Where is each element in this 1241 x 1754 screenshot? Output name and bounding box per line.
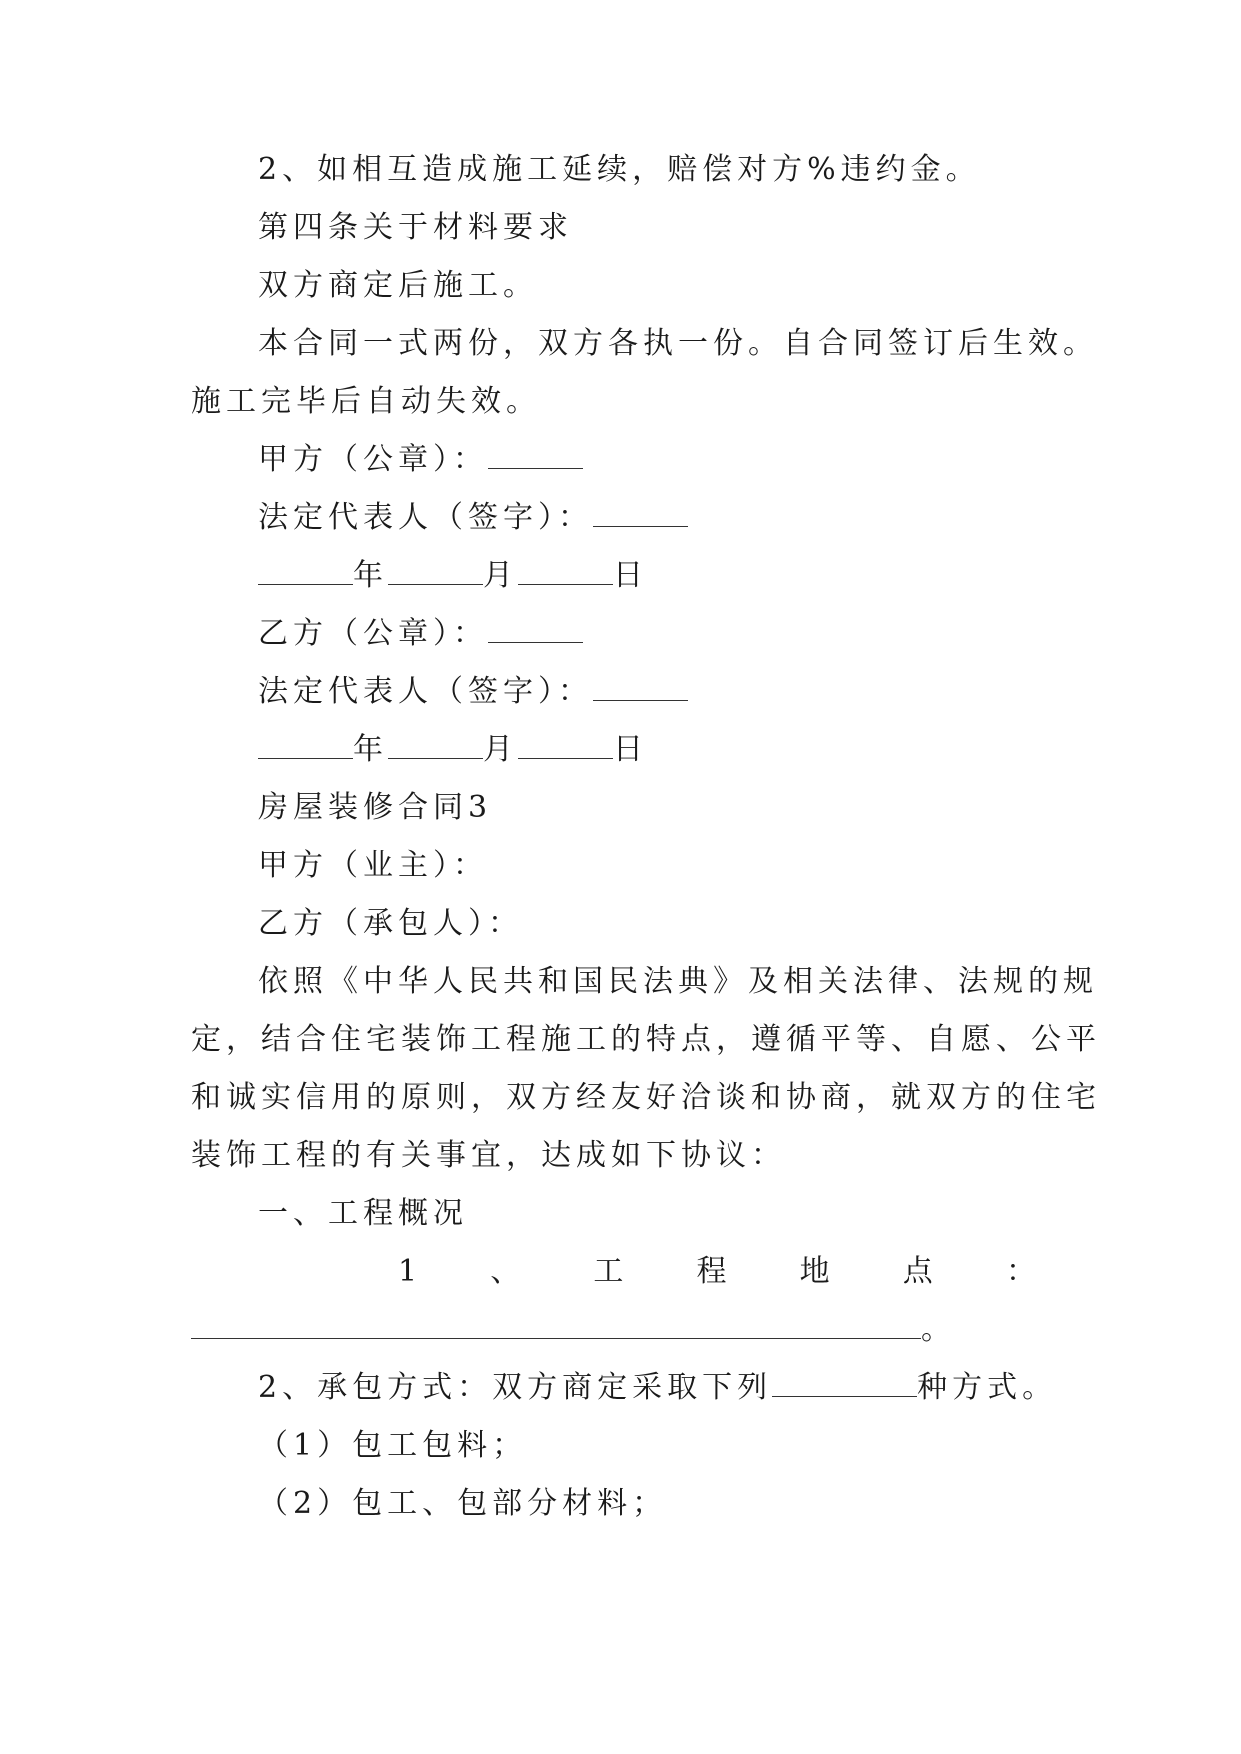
party-b-date-line xyxy=(258,730,648,770)
party-a-seal-label: 甲方（公章）： xyxy=(258,442,488,477)
party-a-owner-line: 甲方（业主）： xyxy=(258,848,488,883)
preamble-line-2: 定，结合住宅装饰工程施工的特点，遵循平等、自愿、公平 xyxy=(191,1022,1101,1057)
day-label: 日 xyxy=(613,732,648,767)
contract-3-title: 房屋装修合同3 xyxy=(258,790,493,825)
party-b-rep-label: 法定代表人（签字）： xyxy=(258,674,593,709)
party-a-rep-label: 法定代表人（签字）： xyxy=(258,500,593,535)
contract-mode-suffix: 种方式。 xyxy=(917,1370,1058,1405)
year-label: 年 xyxy=(353,732,388,767)
contract-mode-line xyxy=(258,1368,1057,1408)
contract-mode-label: 2、承包方式：双方商定采取下列 xyxy=(258,1370,773,1405)
location-char: 程 xyxy=(696,1254,727,1289)
signature-blank xyxy=(488,616,583,643)
month-blank xyxy=(388,558,483,585)
day-label: 日 xyxy=(613,558,648,593)
location-char: 工 xyxy=(593,1254,624,1289)
party-a-date-line xyxy=(258,556,648,596)
project-location-blank-line xyxy=(191,1310,956,1350)
mode-choice-blank xyxy=(772,1370,917,1397)
day-blank xyxy=(518,558,613,585)
year-blank xyxy=(258,558,353,585)
contract-copies-text: 本合同一式两份，双方各执一份。自合同签订后生效。 xyxy=(258,326,1098,361)
materials-text: 双方商定后施工。 xyxy=(258,268,538,303)
clause-delay-penalty: 2、如相互造成施工延续，赔偿对方%违约金。 xyxy=(258,152,981,187)
preamble-line-1: 依照《中华人民共和国民法典》及相关法律、法规的规 xyxy=(258,964,1098,999)
day-blank xyxy=(518,732,613,759)
party-a-seal-line xyxy=(258,440,583,480)
signature-blank xyxy=(593,500,688,527)
signature-blank xyxy=(593,674,688,701)
year-label: 年 xyxy=(353,558,388,593)
location-blank xyxy=(191,1312,921,1339)
preamble-line-4: 装饰工程的有关事宜，达成如下协议： xyxy=(191,1138,786,1173)
signature-blank xyxy=(488,442,583,469)
party-b-seal-label: 乙方（公章）： xyxy=(258,616,488,651)
location-period: 。 xyxy=(921,1312,956,1347)
location-char: 地 xyxy=(799,1254,830,1289)
location-char: ： xyxy=(1005,1254,1036,1289)
location-char: 、 xyxy=(490,1254,521,1289)
location-char: 点 xyxy=(902,1254,933,1289)
party-a-rep-line xyxy=(258,498,688,538)
project-location-line xyxy=(258,1252,1036,1292)
article-four-heading: 第四条关于材料要求 xyxy=(258,210,573,245)
month-label: 月 xyxy=(483,732,518,767)
party-b-contractor-line: 乙方（承包人）： xyxy=(258,906,523,941)
month-blank xyxy=(388,732,483,759)
mode-option-2: （2）包工、包部分材料； xyxy=(258,1486,668,1521)
month-label: 月 xyxy=(483,558,518,593)
mode-option-1: （1）包工包料； xyxy=(258,1428,528,1463)
year-blank xyxy=(258,732,353,759)
party-b-rep-line xyxy=(258,672,688,712)
section-project-overview: 一、工程概况 xyxy=(258,1196,468,1231)
preamble-line-3: 和诚实信用的原则，双方经友好洽谈和协商，就双方的住宅 xyxy=(191,1080,1101,1115)
location-char: 1 xyxy=(398,1254,418,1289)
party-b-seal-line xyxy=(258,614,583,654)
contract-expiry-text: 施工完毕后自动失效。 xyxy=(191,384,541,419)
